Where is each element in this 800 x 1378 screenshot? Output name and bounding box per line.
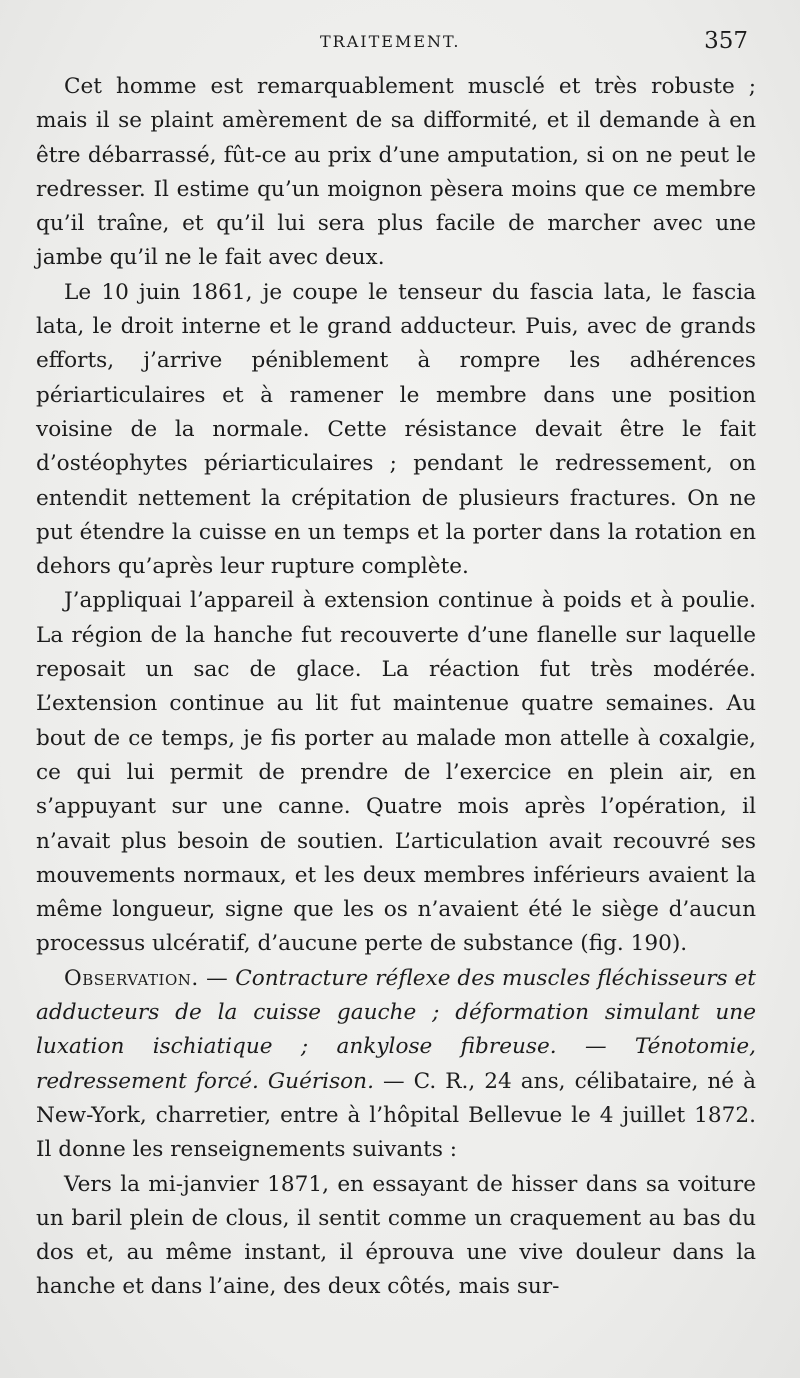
page-number: 357 (704, 28, 748, 54)
paragraph-final: Vers la mi-janvier 1871, en essayant de hisser dans sa voiture un baril plein de clous, il sentit comme un craquement au bas du dos et, au même instant, il éprouva une vive douleur dans la hanche et dans l’aine, des deux côtés, mais sur- (36, 1171, 756, 1300)
observation-label: Observation. — (64, 965, 229, 991)
running-head: TRAITEMENT. (320, 32, 461, 51)
paragraph-1: Cet homme est remarquablement musclé et très robuste ; mais il se plaint amèrement de sa difformité, et il demande à en être débarrassé, fût-ce au prix d’une amputation, si on ne peut le redresser. Il estime qu’un moignon pèsera moins que ce membre qu’il traîne, et qu’il lui sera plus facile de marcher avec une jambe qu’il ne le fait avec deux. (36, 74, 756, 271)
paragraph-3: J’appliquai l’appareil à extension continue à poids et à poulie. La région de la hanche fut recouverte d’une flanelle sur laquelle reposait un sac de glace. La réaction fut très modérée. L’extension continue au lit fut maintenue quatre semaines. Au bout de ce temps, je fis porter au malade mon attelle à coxalgie, ce qui lui permit de prendre de l’exercice en plein air, en s’appuyant sur une canne. Quatre mois après l’opération, il n’avait plus besoin de soutien. L’articulation avait recouvré ses mouvements normaux, et les deux membres inférieurs avaient la même longueur, signe que les os n’avaient été le siège d’aucun processus ulcératif, d’aucune perte de substance (fig. 190). (36, 588, 756, 957)
observation-text: — C. R., 24 ans, célibataire, né à New-York, charretier, entre à l’hôpital Bellevue le 4 juillet 1872. Il donne les renseignements suivants : (36, 1068, 756, 1163)
body-text (36, 70, 756, 1305)
paragraph-2: Le 10 juin 1861, je coupe le tenseur du fascia lata, le fascia lata, le droit interne et le grand adducteur. Puis, avec de grands efforts, j’arrive péniblement à rompre les adhérences périarticulaires et à ramener le membre dans une position voisine de la normale. Cette résistance devait être le fait d’ostéophytes périarticulaires ; pendant le redressement, on entendit nettement la crépitation de plusieurs fractures. On ne put étendre la cuisse en un temps et la porter dans la rotation en dehors qu’après leur rupture complète. (36, 279, 756, 580)
observation-title: Contracture réflexe des muscles fléchisseurs et adducteurs de la cuisse gauche ; déformation simulant une luxation ischiatique ; ankylose fibreuse. — Ténotomie, redressement forcé. Guérison. (36, 965, 756, 1094)
observation-paragraph (36, 962, 756, 1168)
